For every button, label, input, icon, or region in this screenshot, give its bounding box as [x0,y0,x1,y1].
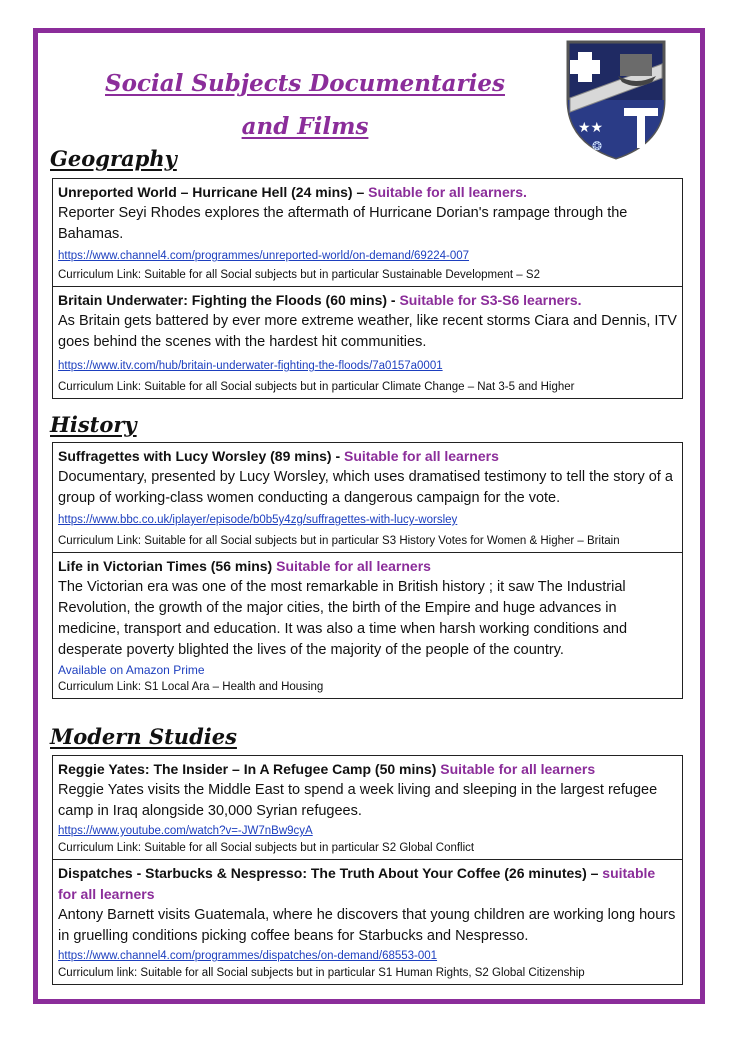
history-table [52,442,683,699]
programme-link[interactable]: https://www.youtube.com/watch?v=-JW7nBw9cyA [58,825,313,837]
entry-description: Reggie Yates visits the Middle East to spend a week living and sleeping in the largest refugee camp in Iraq alongside 30,000 Syrian refugees. [58,782,658,819]
programme-link[interactable]: https://www.channel4.com/programmes/unreported-world/on-demand/69224-007 [58,250,470,262]
entry-description: Reporter Seyi Rhodes explores the aftermath of Hurricane Dorian's rampage through the Bahamas. [58,205,628,242]
section-heading-history: History [50,412,137,437]
curriculum-link-text: Curriculum Link: Suitable for all Social subjects but in particular Climate Change – Nat 3-5 and Higher [58,381,575,393]
entry-title: Reggie Yates: The Insider – In A Refugee Camp (50 mins) [58,761,437,777]
svg-text:❂: ❂ [592,139,603,153]
programme-link[interactable]: https://www.bbc.co.uk/iplayer/episode/b0b5y4zg/suffragettes-with-lucy-worsley [58,514,458,526]
suitability-label: Suitable for all learners. [368,184,527,200]
section-heading-geography: Geography [50,146,177,171]
title-separator: - [387,292,400,308]
entry-description: Antony Barnett visits Guatemala, where he discovers that young children are working long hours in gruelling conditions picking coffee beans for Starbucks and Nespresso. [58,907,676,944]
entry-description: Documentary, presented by Lucy Worsley, which uses dramatised testimony to tell the story of a group of working-class women conducting a dangerous campaign for the vote. [58,469,673,506]
list-item [53,756,682,860]
curriculum-link-text: Curriculum Link: S1 Local Ara – Health and Housing [58,681,324,693]
section-heading-modern-studies: Modern Studies [50,724,237,749]
entry-description: As Britain gets battered by ever more extreme weather, like recent storms Ciara and Dennis, ITV goes behind the scenes with the hardest hit communities. [58,313,677,350]
school-crest-icon [560,38,672,160]
curriculum-link-text: Curriculum Link: Suitable for all Social subjects but in particular Sustainable Development – S2 [58,269,540,281]
curriculum-link-text: Curriculum link: Suitable for all Social subjects but in particular S1 Human Rights, S2 Global Citizenship [58,967,585,979]
list-item [53,287,682,398]
curriculum-link-text: Curriculum Link: Suitable for all Social subjects but in particular S2 Global Conflict [58,842,475,854]
entry-title: Britain Underwater: Fighting the Floods (60 mins) [58,292,388,308]
suitability-label: Suitable for all learners [276,558,431,574]
programme-link[interactable]: https://www.itv.com/hub/britain-underwater-fighting-the-floods/7a0157a0001 [58,360,443,372]
list-item [53,179,682,287]
curriculum-link-text: Curriculum Link: Suitable for all Social subjects but in particular S3 History Votes for Women & Higher – Britain [58,535,620,547]
programme-link[interactable]: https://www.channel4.com/programmes/dispatches/on-demand/68553-001 [58,950,438,962]
entry-title: Life in Victorian Times (56 mins) [58,558,273,574]
list-item [53,553,682,698]
entry-title: Unreported World – Hurricane Hell (24 mins) – [58,184,365,200]
suitability-label: Suitable for all learners [344,448,499,464]
entry-description: The Victorian era was one of the most remarkable in British history ; it saw The Industrial Revolution, the growth of the major cities, the birth of the Empire and huge advances in medicine, transport and education. It was also a time when harsh working conditions and desperate poverty blighted the lives of the majority of the people of the country. [58,579,628,658]
entry-title: Dispatches - Starbucks & Nespresso: The Truth About Your Coffee (26 minutes) – [58,865,599,881]
suitability-label: Suitable for S3-S6 learners. [399,292,582,308]
page-title: Social Subjects Documentaries and Films [105,70,505,140]
entry-title: Suffragettes with Lucy Worsley (89 mins) - [58,448,341,464]
svg-text:★★: ★★ [578,120,604,136]
list-item [53,860,682,984]
suitability-label: Suitable for all learners [440,761,596,777]
modern-studies-table [52,755,683,985]
availability-note[interactable]: Available on Amazon Prime [58,663,205,677]
list-item [53,443,682,553]
suitability-label: suitable for all learners [58,865,656,902]
geography-table [52,178,683,399]
